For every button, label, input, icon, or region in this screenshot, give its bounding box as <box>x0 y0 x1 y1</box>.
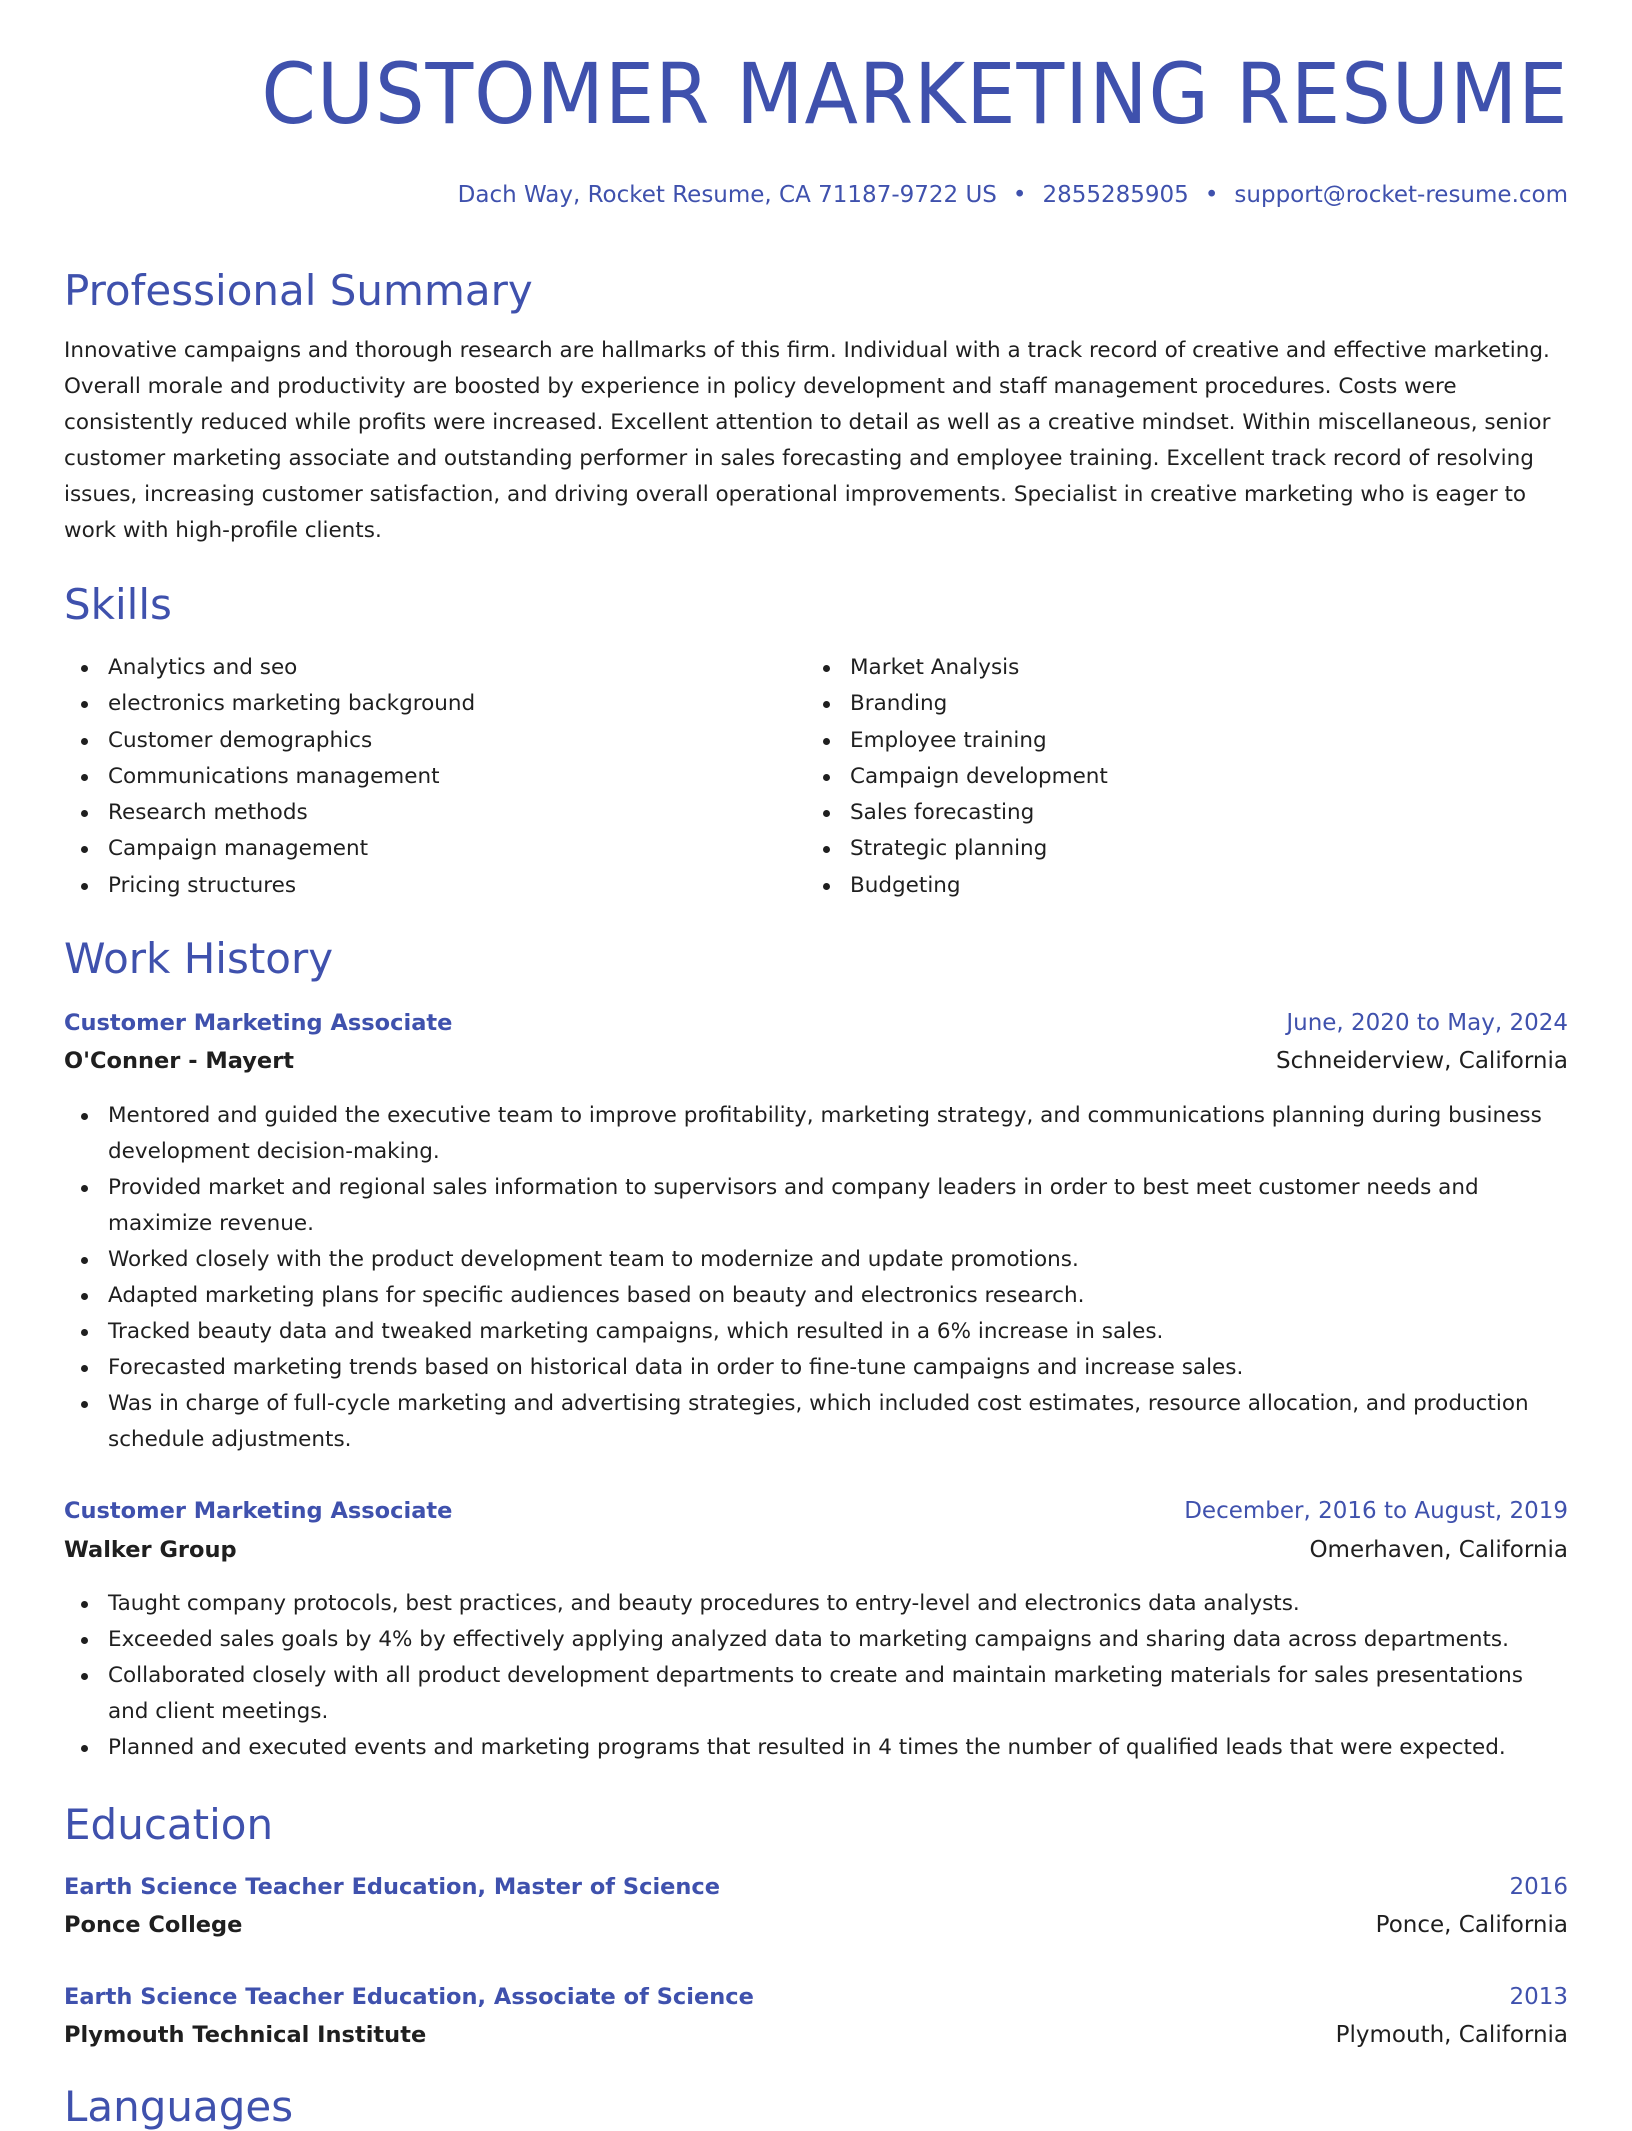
education-degree: Earth Science Teacher Education, Master of Science <box>64 1874 721 1900</box>
summary-text: Innovative campaigns and thorough research are hallmarks of this firm. Individual with a track record of creative and effective marketing. Overall morale and productivity are boosted by experience in policy development and staff management procedures. Costs were consistently reduced while profits were increased. Excellent attention to detail as well as a creative mindset. Within miscellaneous, senior customer marketing associate and outstanding performer in sales forecasting and employee training. Excellent track record of resolving issues, increasing customer satisfaction, and driving overall operational improvements. Specialist in creative marketing who is eager to work with high-profile clients. <box>64 338 1551 543</box>
skill-item: Pricing structures <box>64 868 764 904</box>
education-location: Ponce, California <box>1375 1912 1568 1938</box>
job-bullet: Adapted marketing plans for specific audiences based on beauty and electronics research. <box>64 1278 1568 1314</box>
languages-heading: Languages <box>64 2082 294 2131</box>
job-bullets <box>64 1586 1568 1766</box>
job-bullet: Provided market and regional sales information to supervisors and company leaders in order to best meet customer needs and maximize revenue. <box>64 1170 1568 1242</box>
resume-title: CUSTOMER MARKETING RESUME <box>260 45 1568 143</box>
job-bullet: Forecasted marketing trends based on historical data in order to fine-tune campaigns and increase sales. <box>64 1350 1568 1386</box>
job-role: Customer Marketing Associate <box>64 1010 453 1036</box>
job-bullet: Tracked beauty data and tweaked marketing campaigns, which resulted in a 6% increase in sales. <box>64 1314 1568 1350</box>
education-heading: Education <box>64 1800 274 1849</box>
contact-separator: • <box>1204 182 1219 208</box>
contact-line <box>458 182 1568 208</box>
job-bullet: Mentored and guided the executive team to improve profitability, marketing strategy, and communications planning during business development decision-making. <box>64 1098 1568 1170</box>
education-location: Plymouth, California <box>1335 2022 1568 2048</box>
skill-item: Sales forecasting <box>806 795 1506 831</box>
skill-item: Campaign development <box>806 759 1506 795</box>
job-bullet: Collaborated closely with all product development departments to create and maintain marketing materials for sales presentations and client meetings. <box>64 1658 1568 1730</box>
job-role: Customer Marketing Associate <box>64 1498 453 1524</box>
contact-separator: • <box>1012 182 1027 208</box>
job-employer: O'Conner - Mayert <box>64 1048 295 1074</box>
job-dates: December, 2016 to August, 2019 <box>1184 1498 1568 1524</box>
skill-item: electronics marketing background <box>64 686 764 722</box>
contact-address: Dach Way, Rocket Resume, CA 71187-9722 US <box>457 182 997 208</box>
education-year: 2013 <box>1509 1984 1568 2010</box>
job-dates: June, 2020 to May, 2024 <box>1286 1010 1568 1036</box>
education-degree: Earth Science Teacher Education, Associate of Science <box>64 1984 754 2010</box>
contact-phone: 2855285905 <box>1042 182 1189 208</box>
skills-heading: Skills <box>64 580 172 629</box>
skill-item: Market Analysis <box>806 650 1506 686</box>
education-year: 2016 <box>1509 1874 1568 1900</box>
skill-item: Campaign management <box>64 831 764 867</box>
job-bullet: Was in charge of full-cycle marketing and advertising strategies, which included cost estimates, resource allocation, and production schedule adjustments. <box>64 1386 1568 1458</box>
summary-heading: Professional Summary <box>64 266 533 315</box>
job-employer: Walker Group <box>64 1537 237 1563</box>
skill-item: Communications management <box>64 759 764 795</box>
work-history-heading: Work History <box>64 934 334 983</box>
job-location: Schneiderview, California <box>1276 1048 1568 1074</box>
job-bullets <box>64 1098 1568 1458</box>
skills-list-right <box>806 650 1506 904</box>
skill-item: Budgeting <box>806 868 1506 904</box>
skill-item: Analytics and seo <box>64 650 764 686</box>
skills-list-left <box>64 650 764 904</box>
job-bullet: Exceeded sales goals by 4% by effectively applying analyzed data to marketing campaigns and sharing data across departments. <box>64 1622 1568 1658</box>
skill-item: Strategic planning <box>806 831 1506 867</box>
skill-item: Branding <box>806 686 1506 722</box>
skill-item: Employee training <box>806 723 1506 759</box>
skill-item: Research methods <box>64 795 764 831</box>
education-school: Plymouth Technical Institute <box>64 2022 427 2048</box>
job-bullet: Planned and executed events and marketing programs that resulted in 4 times the number of qualified leads that were expected. <box>64 1730 1568 1766</box>
job-bullet: Taught company protocols, best practices, and beauty procedures to entry-level and electronics data analysts. <box>64 1586 1568 1622</box>
skill-item: Customer demographics <box>64 723 764 759</box>
job-bullet: Worked closely with the product development team to modernize and update promotions. <box>64 1242 1568 1278</box>
contact-email: support@rocket-resume.com <box>1234 182 1568 208</box>
education-school: Ponce College <box>64 1912 243 1938</box>
job-location: Omerhaven, California <box>1309 1537 1568 1563</box>
